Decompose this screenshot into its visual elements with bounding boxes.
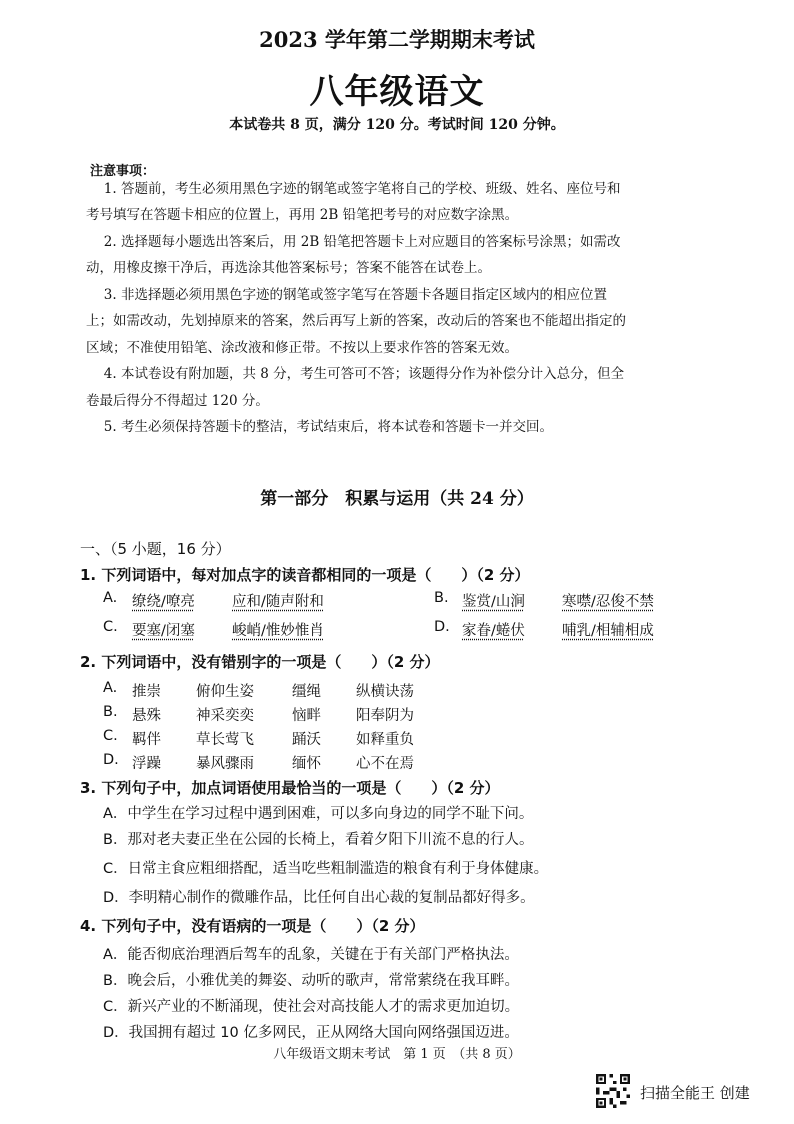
q2-word: 悬殊 — [132, 708, 161, 724]
q2-word: 踊沃 — [292, 732, 321, 748]
q2-option-label: C. — [103, 728, 118, 744]
q2-word: 羁伴 — [132, 732, 161, 748]
q2-word: 恼畔 — [292, 708, 321, 724]
question-1-stem: 1. 下列词语中，每对加点字的读音都相同的一项是（ ）（2 分） — [80, 566, 530, 584]
note-line: 3. 非选择题必须用黑色字迹的钢笔或签字笔写在答题卡各题目指定区域内的相应位置 — [86, 287, 607, 303]
q1-option-d-word1: 家眷/蜷伏 — [462, 623, 525, 639]
q1-option-label: A. — [103, 590, 118, 606]
q1-option-label: B. — [434, 590, 449, 606]
q2-word: 纵横诀荡 — [356, 684, 414, 700]
note-line: 卷最后得分不得超过 120 分。 — [86, 393, 269, 409]
note-line: 1. 答题前，考生必须用黑色字迹的钢笔或签字笔将自己的学校、班级、姓名、座位号和 — [86, 181, 621, 197]
page-footer: 八年级语文期末考试 第 1 页 （共 8 页） — [273, 1047, 521, 1062]
q1-option-b-word1: 鉴赏/山涧 — [462, 594, 525, 610]
q3-option-c: C．日常主食应粗细搭配，适当吃些粗制滥造的粮食有利于身体健康。 — [103, 861, 549, 877]
exam-info: 本试卷共 8 页，满分 120 分。考试时间 120 分钟。 — [229, 117, 565, 133]
note-line: 区域；不准使用铅笔、涂改液和修正带。不按以上要求作答的答案无效。 — [86, 340, 518, 356]
note-line: 5. 考生必须保持答题卡的整洁，考试结束后，将本试卷和答题卡一并交回。 — [86, 419, 553, 435]
q4-option-a: A．能否彻底治理酒后驾车的乱象，关键在于有关部门严格执法。 — [103, 947, 519, 963]
question-4-stem: 4. 下列句子中，没有语病的一项是（ ）（2 分） — [80, 917, 425, 935]
q2-word: 如释重负 — [356, 732, 414, 748]
q3-option-a: A．中学生在学习过程中遇到困难，可以多向身边的同学不耻下问。 — [103, 806, 534, 822]
q4-option-c: C．新兴产业的不断涌现，使社会对高技能人才的需求更加迫切。 — [103, 999, 520, 1015]
q2-option-label: B. — [103, 704, 118, 720]
scanner-watermark: 扫描全能王 创建 — [640, 1084, 750, 1102]
note-line: 2. 选择题每小题选出答案后，用 2B 铅笔把答题卡上对应题目的答案标号涂黑；如需改 — [86, 234, 621, 250]
q3-option-d: D．李明精心制作的微雕作品，比任何自出心裁的复制品都好得多。 — [103, 890, 535, 906]
q1-option-label: D. — [434, 619, 450, 635]
section-title: 第一部分 积累与运用（共 24 分） — [260, 489, 534, 509]
q2-word: 草长莺飞 — [196, 732, 254, 748]
q3-option-b: B．那对老夫妻正坐在公园的长椅上，看着夕阳下川流不息的行人。 — [103, 832, 534, 848]
note-line: 4. 本试卷设有附加题，共 8 分，考生可答可不答；该题得分作为补偿分计入总分，但全 — [86, 366, 625, 382]
q1-option-a-word1: 缭绕/嘹亮 — [132, 594, 195, 610]
q2-word: 俯仰生姿 — [196, 684, 254, 700]
q1-option-d-word2: 哺乳/相辅相成 — [562, 623, 654, 639]
q1-option-b-word2: 寒噤/忍俊不禁 — [562, 594, 654, 610]
q2-word: 神采奕奕 — [196, 708, 254, 724]
question-3-stem: 3. 下列句子中，加点词语使用最恰当的一项是（ ）（2 分） — [80, 779, 500, 797]
subject-title: 八年级语文 — [309, 72, 485, 112]
q4-option-b: B．晚会后，小雅优美的舞姿、动听的歌声，常常萦绕在我耳畔。 — [103, 973, 519, 989]
q2-word: 缰绳 — [292, 684, 321, 700]
qr-code-icon — [596, 1074, 630, 1108]
q1-option-c-word2: 峻峭/惟妙惟肖 — [232, 623, 324, 639]
q2-option-label: A. — [103, 680, 118, 696]
q2-word: 暴风骤雨 — [196, 756, 254, 772]
q2-word: 推崇 — [132, 684, 161, 700]
q2-word: 阳奉阴为 — [356, 708, 414, 724]
q4-option-d: D．我国拥有超过 10 亿多网民，正从网络大国向网络强国迈进。 — [103, 1025, 519, 1041]
q2-option-label: D. — [103, 752, 119, 768]
q1-option-a-word2: 应和/随声附和 — [232, 594, 324, 610]
group-heading: 一、（5 小题，16 分） — [80, 540, 231, 558]
note-line: 考号填写在答题卡相应的位置上，再用 2B 铅笔把考号的对应数字涂黑。 — [86, 207, 519, 223]
q1-option-label: C. — [103, 619, 118, 635]
exam-title: 2023 学年第二学期期末考试 — [259, 27, 535, 52]
q2-word: 心不在焉 — [356, 756, 414, 772]
q1-option-c-word1: 要塞/闭塞 — [132, 623, 195, 639]
notes-heading: 注意事项： — [90, 164, 156, 179]
q2-word: 浮躁 — [132, 756, 161, 772]
question-2-stem: 2. 下列词语中，没有错别字的一项是（ ）（2 分） — [80, 653, 440, 671]
note-line: 上；如需改动，先划掉原来的答案，然后再写上新的答案，改动后的答案也不能超出指定的 — [86, 313, 626, 329]
q2-word: 缅怀 — [292, 756, 321, 772]
note-line: 动，用橡皮擦干净后，再选涂其他答案标号；答案不能答在试卷上。 — [86, 260, 491, 276]
